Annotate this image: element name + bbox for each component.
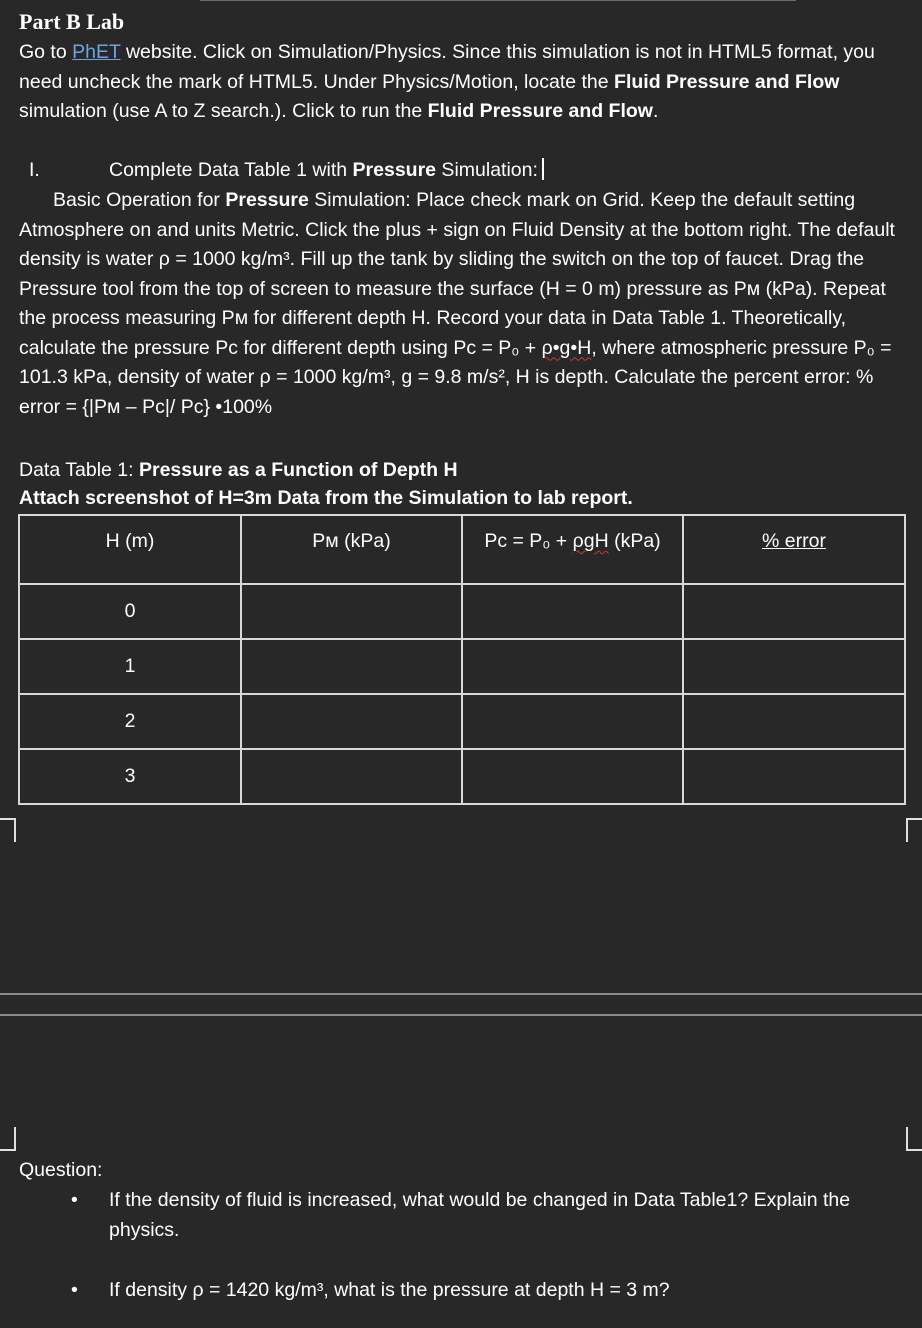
attach-note: Attach screenshot of H=3m Data from the Simulation to lab report.: [19, 487, 633, 509]
header-pc: [462, 515, 683, 584]
table-caption: [19, 456, 909, 486]
table-row: [19, 584, 905, 639]
cell-pm[interactable]: [241, 639, 462, 694]
header-pm: Pᴍ (kPa): [241, 515, 462, 584]
basic-bold: Pressure: [225, 189, 309, 211]
intro-bold: Fluid Pressure and Flow: [427, 100, 653, 122]
basic-text: Simulation: Place check mark on Grid. Keep the default setting Atmosphere on and units Metric. Click the plus + sign on Fluid Density at the bottom right. The default density is water ρ = 1000 kg/m³. Fill up the tank by sliding the switch on the top of faucet. Drag the Pressure tool from the top of screen to measure the surface (H = 0 m) pressure as Pᴍ (kPa). Repeat the process measuring Pᴍ for different depth H. Record your data in Data Table 1. Theoretically, calculate the pressure Pᴄ for different depth using Pᴄ = P₀ +: [19, 189, 895, 359]
basic-text: , where atmospheric pressure P₀ = 101.3 kPa, density of water ρ = 1000 kg/m³, g = 9.8 m/s², H is depth. Calculate the percent error: % error = {|Pᴍ – Pᴄ|/ Pᴄ} •100%: [19, 336, 892, 418]
section-number: I.: [29, 159, 40, 181]
top-rule: [200, 0, 796, 1]
crop-mark-bottom-right: [906, 1127, 922, 1151]
cell-pc[interactable]: [462, 584, 683, 639]
cell-pc[interactable]: [462, 694, 683, 749]
bullet: •: [71, 1279, 78, 1301]
intro-text: simulation (use A to Z search.). Click to run the: [19, 100, 428, 122]
section-text: Complete Data Table 1 with: [109, 159, 353, 181]
caption-bold: Pressure as a Function of Depth H: [138, 459, 458, 481]
cell-h: 0: [19, 584, 241, 639]
basic-text: Basic Operation for: [53, 189, 226, 211]
cell-error[interactable]: [683, 694, 905, 749]
formula-rho-g-h: ρ•g•H: [541, 336, 592, 359]
question-text: If density ρ = 1420 kg/m³, what is the pressure at depth H = 3 m?: [109, 1279, 670, 1301]
cell-h: 1: [19, 639, 241, 694]
bullet: •: [71, 1189, 78, 1211]
basic-operation-paragraph: [19, 186, 909, 422]
question-item: [19, 1185, 909, 1245]
section-bold: Pressure: [352, 159, 437, 181]
page-title: Part B Lab: [19, 9, 125, 34]
cell-pm[interactable]: [241, 749, 462, 804]
cell-pm[interactable]: [241, 694, 462, 749]
intro-text: .: [652, 100, 659, 122]
cell-error[interactable]: [683, 639, 905, 694]
table-row: [19, 749, 905, 804]
table-row: [19, 639, 905, 694]
page-break-line: [0, 993, 922, 995]
section-heading: [19, 156, 909, 186]
question-label: Question:: [19, 1159, 103, 1181]
question-item: [19, 1275, 909, 1305]
intro-paragraph: [19, 38, 909, 127]
cell-error[interactable]: [683, 584, 905, 639]
header-pc-formula: ρgH: [572, 530, 609, 552]
data-table-1: [18, 514, 906, 805]
intro-bold: Fluid Pressure and Flow: [614, 70, 840, 93]
intro-text: website. Click on Simulation/Physics. Since this simulation is not in HTML5 format, you need uncheck the mark of HTML5. Under Physics/Motion, locate the: [19, 41, 875, 93]
header-pc-unit: (kPa): [608, 530, 661, 552]
crop-mark-bottom-left: [0, 1127, 16, 1151]
cell-pc[interactable]: [462, 749, 683, 804]
crop-mark-top-right: [906, 818, 922, 842]
cell-h: 3: [19, 749, 241, 804]
text-cursor: [542, 158, 544, 180]
header-error-text: % error: [762, 530, 826, 552]
cell-h: 2: [19, 694, 241, 749]
header-error: [683, 515, 905, 584]
header-h: H (m): [19, 515, 241, 584]
question-section: [19, 1155, 909, 1305]
question-text: If the density of fluid is increased, what would be changed in Data Table1? Explain the physics.: [109, 1189, 851, 1241]
table-row: [19, 694, 905, 749]
page-break-line: [0, 1014, 922, 1016]
intro-text: Go to: [19, 41, 73, 63]
cell-pm[interactable]: [241, 584, 462, 639]
cell-error[interactable]: [683, 749, 905, 804]
header-pc-text: Pᴄ = P₀ +: [484, 530, 568, 552]
phet-link[interactable]: PhET: [72, 41, 121, 63]
crop-mark-top-left: [0, 818, 16, 842]
cell-pc[interactable]: [462, 639, 683, 694]
table-header-row: [19, 515, 905, 584]
section-text: Simulation:: [436, 159, 538, 181]
caption-text: Data Table 1:: [19, 459, 139, 481]
